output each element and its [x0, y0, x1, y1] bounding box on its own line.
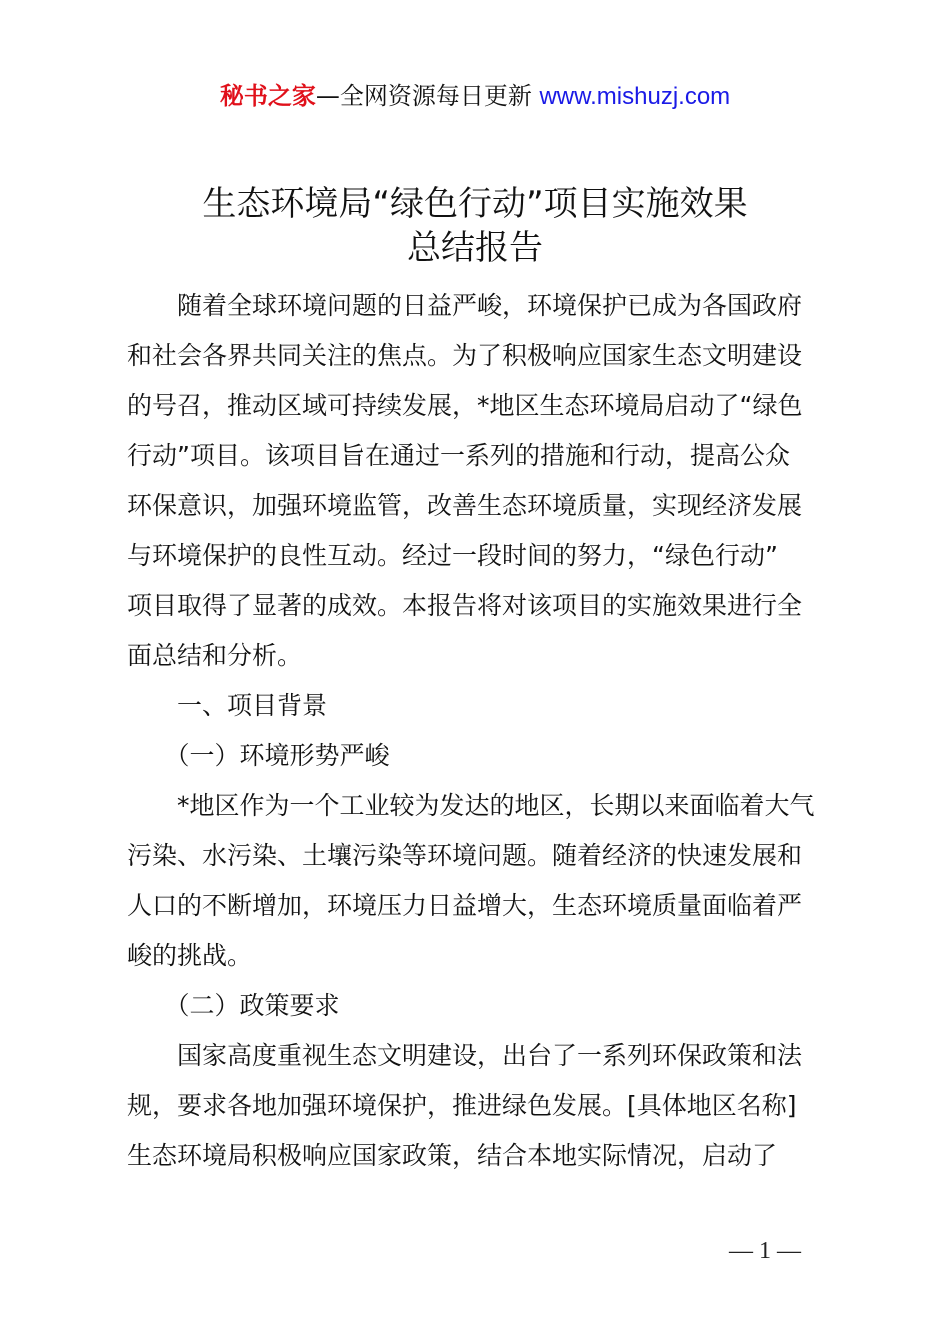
body-line: 规，要求各地加强环境保护，推进绿色发展。[具体地区名称]: [127, 1091, 797, 1120]
body-line: 行动”项目。该项目旨在通过一系列的措施和行动，提高公众: [127, 441, 790, 470]
body-line: 环保意识，加强环境监管，改善生态环境质量，实现经济发展: [127, 491, 803, 520]
body-line: 和社会各界共同关注的焦点。为了积极响应国家生态文明建设: [127, 341, 803, 370]
body-line: 随着全球环境问题的日益严峻，环境保护已成为各国政府: [127, 291, 803, 320]
body-line: 面总结和分析。: [127, 641, 303, 670]
body-line: 生态环境局积极响应国家政策，结合本地实际情况，启动了: [127, 1141, 778, 1170]
header-banner: [0, 80, 950, 113]
site-url-link[interactable]: www.mishuzj.com: [539, 83, 731, 110]
document-title: [0, 182, 950, 270]
site-name: 秘书之家: [219, 82, 316, 110]
subsection-heading: （一）环境形势严峻: [127, 741, 390, 770]
body-line: 污染、水污染、土壤污染等环境问题。随着经济的快速发展和: [127, 841, 803, 870]
body-line: 项目取得了显著的成效。本报告将对该项目的实施效果进行全: [127, 591, 803, 620]
body-line: 国家高度重视生态文明建设，出台了一系列环保政策和法: [127, 1041, 803, 1070]
page-number: — 1 —: [729, 1238, 801, 1264]
document-body: [127, 281, 832, 1181]
body-line: 的号召，推动区域可持续发展，*地区生态环境局启动了“绿色: [127, 391, 803, 420]
body-line: 人口的不断增加，环境压力日益增大，生态环境质量面临着严: [127, 891, 803, 920]
subsection-heading: （二）政策要求: [127, 991, 340, 1020]
section-heading: 一、项目背景: [127, 691, 328, 720]
body-line: *地区作为一个工业较为发达的地区，长期以来面临着大气: [127, 791, 815, 820]
body-line: 峻的挑战。: [127, 941, 253, 970]
title-line-1: 生态环境局“绿色行动”项目实施效果: [202, 184, 748, 224]
body-line: 与环境保护的良性互动。经过一段时间的努力，“绿色行动”: [127, 541, 778, 570]
title-line-2: 总结报告: [407, 228, 543, 268]
header-tagline: —全网资源每日更新: [315, 82, 540, 110]
